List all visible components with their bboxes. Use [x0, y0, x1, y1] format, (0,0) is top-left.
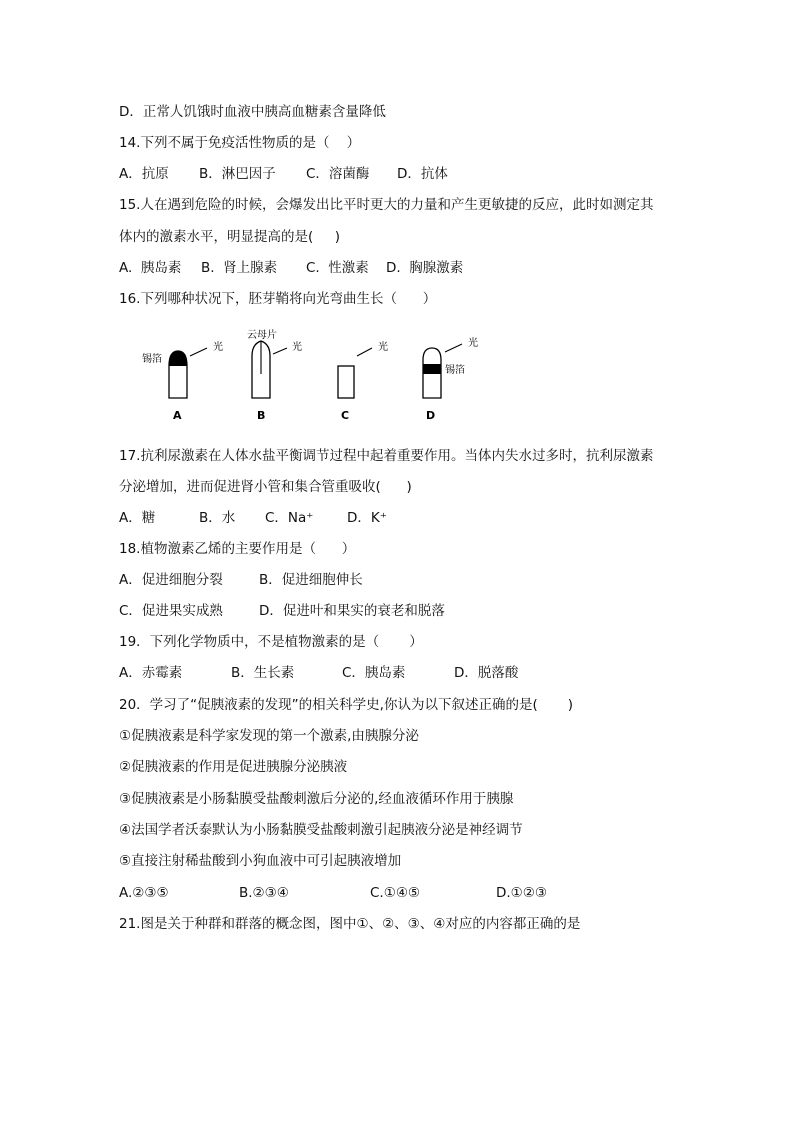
q18-option-a: A．促进细胞分裂: [119, 572, 223, 588]
coleoptile-b: [252, 341, 270, 398]
q17-option-c: C．Na⁺: [265, 510, 314, 526]
q13-option-d: D．正常人饥饿时血液中胰高血糖素含量降低: [119, 104, 386, 120]
q15-option-b: B. 肾上腺素: [201, 260, 278, 276]
q18-option-c: C．促进果实成熟: [119, 603, 223, 619]
q15-stem-line1: 15.人在遇到危险的时候，会爆发出比平时更大的力量和产生更敏捷的反应，此时如测定其: [119, 197, 654, 213]
q17-option-a: A．糖: [119, 510, 156, 526]
coleoptile-a: [169, 351, 187, 398]
q15-stem-line2: 体内的激素水平，明显提高的是( ): [119, 229, 340, 245]
q18-stem: 18.植物激素乙烯的主要作用是（ ）: [119, 541, 356, 557]
light-label-d: 光: [468, 338, 478, 349]
q14-option-a: A．抗原: [119, 166, 169, 182]
q17-stem-line1: 17.抗利尿激素在人体水盐平衡调节过程中起着重要作用。当体内失水过多时，抗利尿激素: [119, 448, 654, 464]
q17-stem-line2: 分泌增加，进而促进肾小管和集合管重吸收( ): [119, 479, 412, 495]
q21-stem: 21.图是关于种群和群落的概念图，图中①、②、③、④对应的内容都正确的是: [119, 916, 581, 932]
light-label-a: 光: [213, 342, 223, 353]
coleoptile-c: [338, 366, 354, 398]
q18-option-d: D．促进叶和果实的衰老和脱落: [259, 603, 445, 619]
q14-option-b: B．淋巴因子: [199, 166, 276, 182]
q20-statement-1: ①促胰液素是科学家发现的第一个激素,由胰腺分泌: [119, 728, 419, 744]
light-label-c: 光: [378, 342, 388, 353]
q15-option-a: A. 胰岛素: [119, 260, 182, 276]
q20-statement-2: ②促胰液素的作用是促进胰腺分泌胰液: [119, 759, 348, 775]
foil-label-a: 锡箔: [142, 354, 162, 365]
q20-stem: 20．学习了“促胰液素的发现”的相关科学史,你认为以下叙述正确的是( ): [119, 697, 574, 713]
q18-option-b: B．促进细胞伸长: [259, 572, 363, 588]
label-b: B: [257, 409, 266, 422]
light-label-b: 光: [292, 342, 302, 353]
q20-option-d: D.①②③: [496, 885, 547, 901]
q20-option-b: B.②③④: [239, 885, 289, 901]
q19-option-a: A．赤霉素: [119, 665, 183, 681]
q20-option-c: C.①④⑤: [370, 885, 421, 901]
q19-option-b: B．生长素: [231, 665, 295, 681]
q20-statement-3: ③促胰液素是小肠黏膜受盐酸刺激后分泌的,经血液循环作用于胰腺: [119, 791, 514, 807]
foil-label-d: 锡箔: [445, 365, 465, 376]
coleoptile-figure: [140, 326, 500, 426]
q19-option-c: C．胰岛素: [342, 665, 406, 681]
q19-option-d: D．脱落酸: [454, 665, 519, 681]
label-a: A: [173, 409, 182, 422]
label-c: C: [341, 409, 350, 422]
q17-option-b: B．水: [199, 510, 236, 526]
coleoptile-d: [423, 348, 441, 398]
q14-stem: 14.下列不属于免疫活性物质的是（ ）: [119, 135, 361, 151]
q20-statement-4: ④法国学者沃泰默认为小肠黏膜受盐酸刺激引起胰液分泌是神经调节: [119, 822, 523, 838]
q14-option-d: D．抗体: [397, 166, 448, 182]
q15-option-d: D. 胸腺激素: [386, 260, 464, 276]
label-d: D: [426, 409, 436, 422]
q20-option-a: A.②③⑤: [119, 885, 169, 901]
mica-label-b: 云母片: [247, 330, 277, 341]
q17-option-d: D．K⁺: [347, 510, 387, 526]
q20-statement-5: ⑤直接注射稀盐酸到小狗血液中可引起胰液增加: [119, 853, 402, 869]
q15-option-c: C. 性激素: [306, 260, 369, 276]
q19-stem: 19．下列化学物质中，不是植物激素的是（ ）: [119, 634, 423, 650]
q14-option-c: C．溶菌酶: [306, 166, 370, 182]
q16-stem: 16.下列哪种状况下，胚芽鞘将向光弯曲生长（ ）: [119, 291, 437, 307]
